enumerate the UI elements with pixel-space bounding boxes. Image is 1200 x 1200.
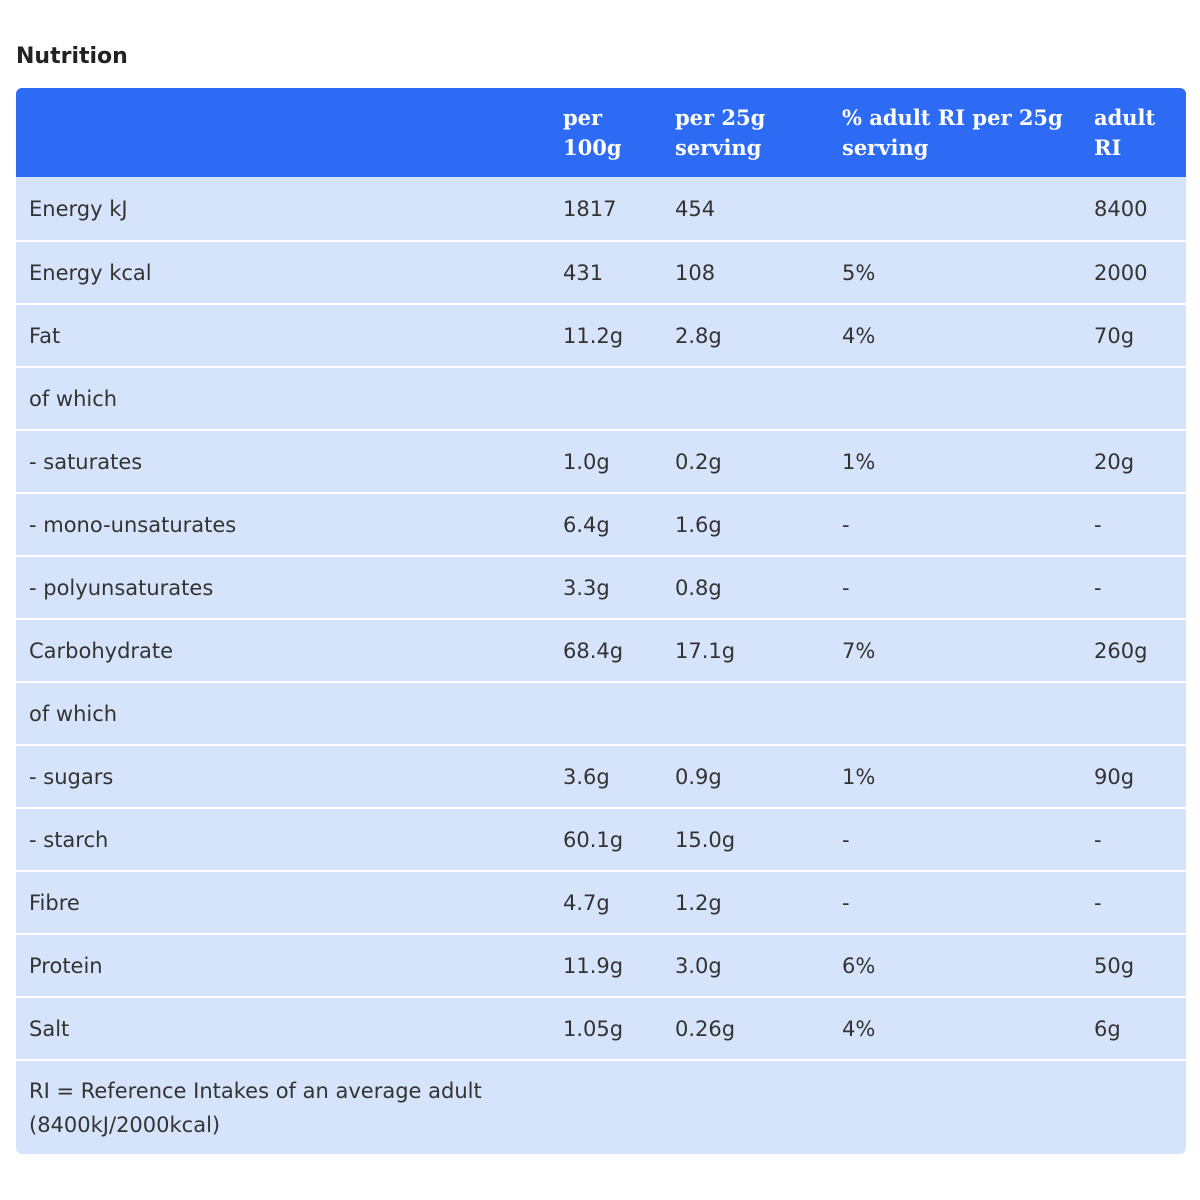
ri-percent-cell: - (842, 827, 850, 852)
nutrient-cell: - polyunsaturates (29, 575, 214, 600)
header-ri-percent: % adult RI per 25g serving (842, 104, 1063, 160)
nutrient-cell: Protein (29, 953, 103, 978)
section-title: Nutrition (16, 44, 128, 69)
adult-ri-cell: - (1094, 512, 1102, 537)
adult-ri-cell: 260g (1094, 638, 1148, 663)
per-serving-cell: 3.0g (675, 953, 722, 978)
per-100g-cell: 11.9g (563, 953, 624, 978)
adult-ri-cell (1082, 682, 1186, 745)
nutrient-cell: of which (29, 386, 118, 411)
per-100g-cell: 60.1g (563, 827, 624, 852)
per-100g-cell (551, 367, 663, 430)
per-serving-cell: 1.6g (675, 512, 722, 537)
per-100g-cell: 1817 (563, 196, 617, 221)
per-serving-cell: 2.8g (675, 323, 722, 348)
table-row (16, 177, 1186, 241)
table-row (16, 619, 1186, 682)
per-100g-cell: 68.4g (563, 638, 624, 663)
nutrient-cell: Salt (29, 1016, 70, 1041)
adult-ri-cell: 90g (1094, 764, 1135, 789)
ri-percent-cell: 1% (842, 449, 876, 474)
per-serving-cell: 0.9g (675, 764, 722, 789)
nutrient-cell: - saturates (29, 449, 143, 474)
ri-percent-cell: - (842, 890, 850, 915)
per-serving-cell: 1.2g (675, 890, 722, 915)
per-serving-cell: 108 (675, 260, 716, 285)
per-100g-cell: 431 (563, 260, 604, 285)
per-100g-cell (551, 682, 663, 745)
header-nutrient (16, 88, 551, 177)
table-row (16, 682, 1186, 745)
adult-ri-cell: 50g (1094, 953, 1135, 978)
header-per-100g: per 100g (563, 104, 622, 160)
per-100g-cell: 1.0g (563, 449, 610, 474)
per-100g-cell: 3.3g (563, 575, 610, 600)
ri-percent-cell: 5% (842, 260, 876, 285)
adult-ri-cell: - (1094, 575, 1102, 600)
adult-ri-cell: 70g (1094, 323, 1135, 348)
per-100g-cell: 11.2g (563, 323, 624, 348)
per-serving-cell: 454 (675, 196, 716, 221)
adult-ri-cell: 20g (1094, 449, 1135, 474)
per-100g-cell: 4.7g (563, 890, 610, 915)
adult-ri-cell: - (1094, 827, 1102, 852)
nutrient-cell: Energy kcal (29, 260, 152, 285)
per-serving-cell: 0.2g (675, 449, 722, 474)
ri-percent-cell: 4% (842, 323, 876, 348)
nutrient-cell: Fibre (29, 890, 80, 915)
nutrient-cell: Fat (29, 323, 61, 348)
nutrient-cell: Energy kJ (29, 196, 128, 221)
table-row (16, 745, 1186, 808)
adult-ri-cell: 6g (1094, 1016, 1121, 1041)
table-row (16, 493, 1186, 556)
nutrient-cell: - starch (29, 827, 109, 852)
table-row (16, 808, 1186, 871)
adult-ri-cell: - (1094, 890, 1102, 915)
nutrition-table-container (16, 88, 1186, 1154)
footnote-cell (16, 1060, 1186, 1154)
header-adult-ri: adult RI (1094, 104, 1156, 160)
per-serving-cell: 0.26g (675, 1016, 736, 1041)
nutrition-table (16, 88, 1186, 1154)
table-row (16, 304, 1186, 367)
per-100g-cell: 3.6g (563, 764, 610, 789)
table-row (16, 997, 1186, 1060)
per-serving-cell (663, 682, 830, 745)
ri-percent-cell (830, 682, 1082, 745)
per-serving-cell: 17.1g (675, 638, 736, 663)
per-serving-cell: 0.8g (675, 575, 722, 600)
adult-ri-cell: 2000 (1094, 260, 1148, 285)
table-body (16, 177, 1186, 1154)
nutrient-cell: - sugars (29, 764, 114, 789)
nutrient-cell: of which (29, 701, 118, 726)
footnote-row (16, 1060, 1186, 1154)
ri-percent-cell (830, 177, 1082, 241)
ri-percent-cell: 6% (842, 953, 876, 978)
ri-percent-cell: 7% (842, 638, 876, 663)
table-row (16, 241, 1186, 304)
table-row (16, 556, 1186, 619)
ri-percent-cell (830, 367, 1082, 430)
table-row (16, 934, 1186, 997)
ri-percent-cell: - (842, 512, 850, 537)
table-header (16, 88, 1186, 177)
table-row (16, 430, 1186, 493)
footnote-text: RI = Reference Intakes of an average adult (8400kJ/2000kcal) (29, 1078, 482, 1137)
nutrient-cell: Carbohydrate (29, 638, 174, 663)
nutrient-cell: - mono-unsaturates (29, 512, 237, 537)
table-row (16, 367, 1186, 430)
ri-percent-cell: 1% (842, 764, 876, 789)
per-100g-cell: 6.4g (563, 512, 610, 537)
adult-ri-cell (1082, 367, 1186, 430)
ri-percent-cell: 4% (842, 1016, 876, 1041)
per-serving-cell (663, 367, 830, 430)
ri-percent-cell: - (842, 575, 850, 600)
per-serving-cell: 15.0g (675, 827, 736, 852)
header-per-serving: per 25g serving (675, 104, 766, 160)
header-row (16, 88, 1186, 177)
adult-ri-cell: 8400 (1094, 196, 1148, 221)
per-100g-cell: 1.05g (563, 1016, 624, 1041)
table-row (16, 871, 1186, 934)
